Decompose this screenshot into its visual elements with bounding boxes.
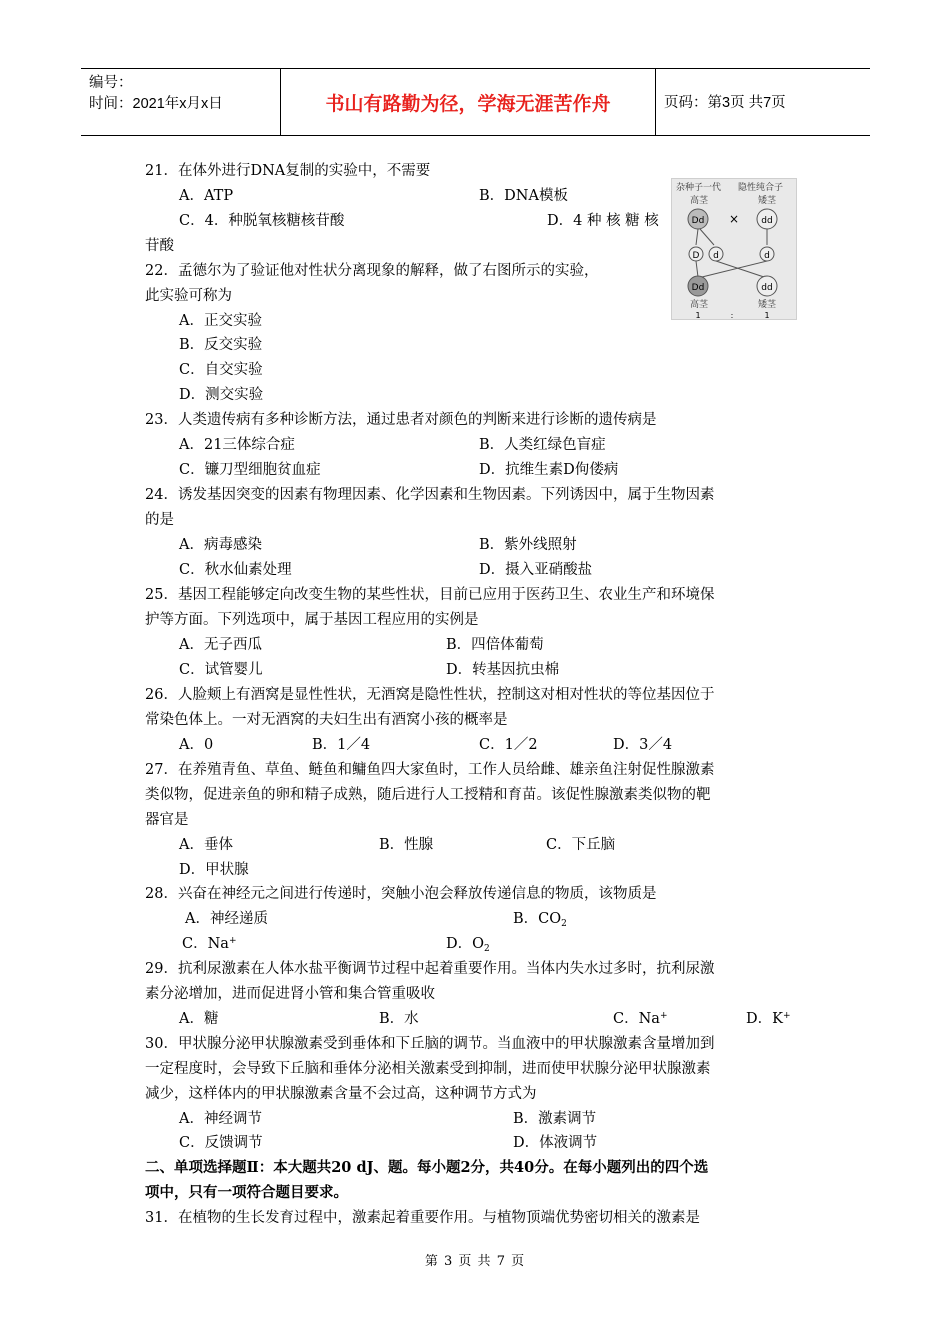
header-divider [280,69,281,135]
option: D．甲状腺 [179,862,249,878]
option: D．体液调节 [513,1135,598,1151]
question-30: 30．甲状腺分泌甲状腺激素受到垂体和下丘脑的调节。当血液中的甲状腺激素含量增加到 [145,1036,715,1052]
option: A．无子西瓜 [179,637,262,653]
option-text: D．K [746,1011,783,1027]
genotype: dd [761,216,773,226]
option: A．垂体 [179,837,233,853]
number-label: 编号： [89,75,133,91]
option: A．神经递质 [185,911,268,927]
option: D．抗维生素D佝偻病 [479,462,619,478]
gamete: D [692,251,700,261]
figure-label: 隐性纯合子 [738,183,784,193]
header-motto: 书山有路勤为径，学海无涯苦作舟 [325,92,611,115]
option: C．反馈调节 [179,1135,263,1151]
question-21: 21．在体外进行DNA复制的实验中，不需要 [145,163,431,179]
option: A．ATP [179,188,234,204]
question-25-cont: 护等方面。下列选项中，属于基因工程应用的实例是 [145,612,479,628]
question-24-cont: 的是 [145,512,174,528]
option: A．病毒感染 [179,537,262,553]
option: A．正交实验 [179,313,262,329]
option: B．激素调节 [513,1111,597,1127]
ratio: : [730,311,734,319]
option [513,910,567,928]
figure-label: 高茎 [690,196,709,206]
figure-label: 矮茎 [758,300,777,310]
subscript: 2 [484,944,490,954]
subscript: 2 [561,919,567,929]
option: B．四倍体葡萄 [446,637,544,653]
figure-label: 杂种子一代 [676,183,722,193]
option: B．紫外线照射 [479,537,577,553]
option: C．1／2 [479,737,538,753]
genotype: Dd [691,216,705,226]
question-30-cont: 一定程度时，会导致下丘脑和垂体分泌相关激素受到抑制，进而使甲状腺分泌甲状腺激素 [145,1061,711,1077]
option-text: C．Na [613,1011,660,1027]
header-divider [655,69,656,135]
option: C．镰刀型细胞贫血症 [179,462,321,478]
question-26: 26．人脸颊上有酒窝是显性性状，无酒窝是隐性性状，控制这对相对性状的等位基因位于 [145,687,715,703]
option: C．秋水仙素处理 [179,562,292,578]
option: D．转基因抗虫棉 [446,662,560,678]
option: B．水 [379,1011,419,1027]
question-23: 23．人类遗传病有多种诊断方法，通过患者对颜色的判断来进行诊断的遗传病是 [145,412,657,428]
option-text: D．O [446,936,485,952]
option: B．人类红绿色盲症 [479,437,606,453]
option: B．DNA模板 [479,188,568,204]
question-29-cont: 素分泌增加，进而促进肾小管和集合管重吸收 [145,986,435,1002]
figure-label: 矮茎 [758,196,777,206]
genotype: Dd [691,283,705,293]
genotype: dd [761,283,773,293]
question-30-cont: 减少，这样体内的甲状腺激素含量不会过高，这种调节方式为 [145,1086,537,1102]
question-24: 24．诱发基因突变的因素有物理因素、化学因素和生物因素。下列诱因中，属于生物因素 [145,487,715,503]
question-29: 29．抗利尿激素在人体水盐平衡调节过程中起着重要作用。当体内失水过多时，抗利尿激 [145,961,715,977]
question-27-cont: 器官是 [145,812,189,828]
option: B．性腺 [379,837,434,853]
option [746,1010,791,1028]
option: D．摄入亚硝酸盐 [479,562,593,578]
option: A．21三体综合症 [179,437,295,453]
option: A．神经调节 [179,1111,262,1127]
section-heading-cont: 项中，只有一项符合题目要求。 [145,1184,348,1201]
superscript: + [782,1011,791,1021]
question-31: 31．在植物的生长发育过程中，激素起着重要作用。与植物顶端优势密切相关的激素是 [145,1210,700,1226]
header-meta [89,73,223,115]
page-info: 页码：第3页 共7页 [664,95,786,111]
question-22: 22．孟德尔为了验证他对性状分离现象的解释，做了右图所示的实验， [145,263,599,279]
question-25: 25．基因工程能够定向改变生物的某些性状，目前已应用于医药卫生、农业生产和环境保 [145,587,715,603]
option: C．下丘脑 [546,837,616,853]
option [182,935,236,953]
option [613,1010,667,1028]
page-footer: 第 3 页 共 7 页 [424,1254,526,1269]
superscript: + [228,936,237,946]
question-28: 28．兴奋在神经元之间进行传递时，突触小泡会释放传递信息的物质，该物质是 [145,886,657,902]
option: A．0 [179,737,214,753]
gamete: d [764,251,770,261]
section-heading: 二、单项选择题Ⅱ：本大题共20 dJ、题。每小题2分，共40分。在每小题列出的四个选 [145,1159,709,1176]
ratio: 1 [764,311,770,319]
figure-label: 高茎 [690,300,709,310]
question-27: 27．在养殖青鱼、草鱼、鲢鱼和鳙鱼四大家鱼时，工作人员给雌、雄亲鱼注射促性腺激素 [145,762,715,778]
page-header [81,68,870,136]
option: C．4．种脱氧核糖核苷酸 [179,213,345,229]
superscript: + [659,1011,668,1021]
cross-sign: × [728,212,740,226]
option: D．测交实验 [179,387,264,403]
option: C．试管婴儿 [179,662,263,678]
option-text: C．Na [182,936,229,952]
option: B．反交实验 [179,337,263,353]
option: A．糖 [179,1011,219,1027]
option: B．1／4 [312,737,371,753]
option: C．自交实验 [179,362,263,378]
question-27-cont: 类似物，促进亲鱼的卵和精子成熟，随后进行人工授精和育苗。该促性腺激素类似物的靶 [145,787,711,803]
option-continued: 苷酸 [145,238,174,254]
gamete: d [713,251,719,261]
question-22-cont: 此实验可称为 [145,288,232,304]
option: D．4 种 核 糖 核 [547,213,659,229]
option [446,935,490,953]
time-label: 时间：2021年x月x日 [89,96,223,112]
question-26-cont: 常染色体上。一对无酒窝的夫妇生出有酒窝小孩的概率是 [145,712,508,728]
option: D．3／4 [613,737,673,753]
ratio: 1 [695,311,701,319]
option-text: B．CO [513,911,562,927]
testcross-figure [671,178,797,320]
